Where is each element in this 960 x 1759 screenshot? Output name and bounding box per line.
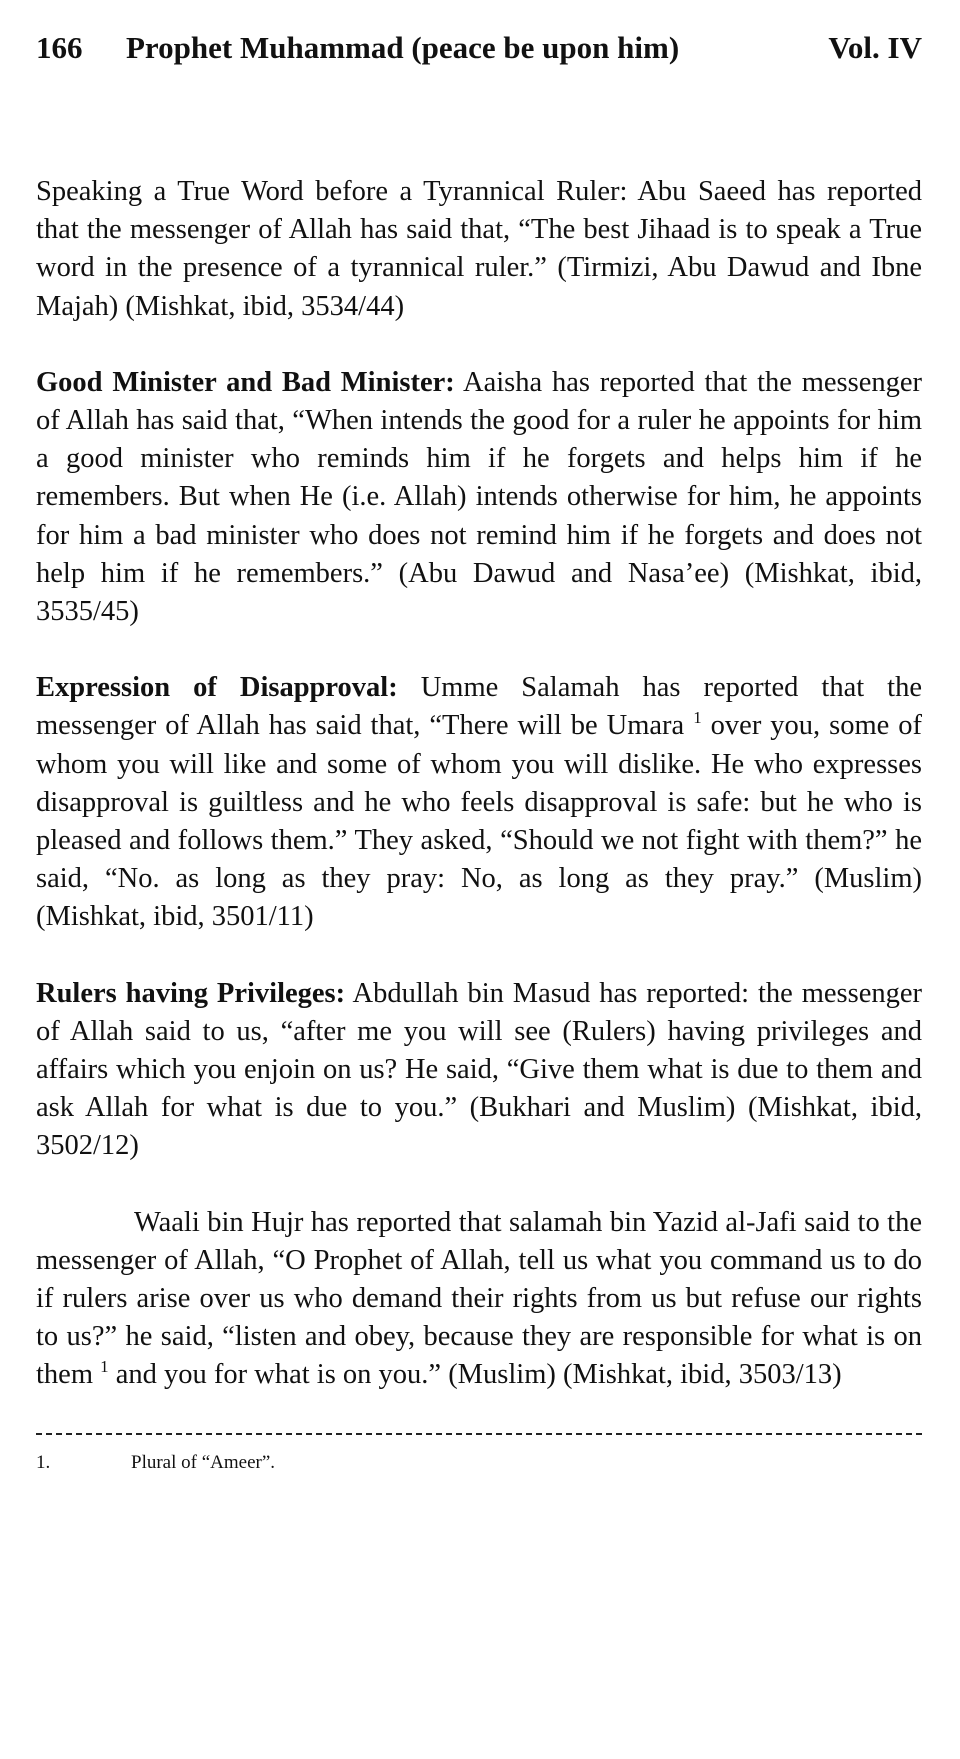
footnote-number: 1. xyxy=(36,1451,51,1473)
footnote-divider xyxy=(36,1433,922,1435)
book-title: Prophet Muhammad (peace be upon him) xyxy=(126,30,680,65)
paragraph-heading: Rulers having Privileges: xyxy=(36,977,346,1009)
paragraph-true-word xyxy=(36,173,922,326)
paragraph-text-continued: over you, some of whom you will like and some of whom you will dislike. He who expresses disapproval is guiltless and he who feels disapproval is safe: but he who is pleased and follows them.” They asked, “Should we not fight with them?” he said, “No. as long as they pray: No, as long as they pray.” (Muslim) (Mishkat, ibid, 3501/11) xyxy=(36,710,923,933)
paragraph-good-minister xyxy=(36,364,922,631)
footnote-reference: 1 xyxy=(100,1357,109,1377)
paragraph-text: Waali bin Hujr has reported that salamah bin Yazid al-Jafi said to the messenger of Allah, “O Prophet of Allah, tell us what you command us to do if rulers arise over us who demand their rights from us but refuse our rights to us?” he said, “listen and obey, because they are responsible for what is on them xyxy=(36,1206,922,1391)
paragraph-waali xyxy=(36,1204,922,1395)
paragraph-text: Umme Salamah has reported that the messenger of Allah has said that, “There will be Umara xyxy=(36,672,922,742)
paragraph-heading: Expression of Disapproval: xyxy=(36,672,398,704)
footnote-reference: 1 xyxy=(693,708,702,728)
paragraph-text: Speaking a True Word before a Tyrannical Ruler: Abu Saeed has reported that the messenger of Allah has said that, “The best Jihaad is to speak a True word in the presence of a tyrannical ruler.” (Tirmizi, Abu Dawud and Ibne Majah) (Mishkat, ibid, 3534/44) xyxy=(36,176,922,322)
main-text xyxy=(36,173,922,1395)
paragraph-text-continued: and you for what is on you.” (Muslim) (Mishkat, ibid, 3503/13) xyxy=(108,1359,842,1391)
page-number: 166 xyxy=(36,30,83,65)
paragraph-text: Aaisha has reported that the messenger of Allah has said that, “When intends the good for a ruler he appoints for him a good minister who reminds him if he forgets and helps him if he remembers. But when He (i.e. Allah) intends otherwise for him, he appoints for him a bad minister who does not remind him if he forgets and does not help him if he remembers.” (Abu Dawud and Nasa’ee) (Mishkat, ibid, 3535/45) xyxy=(36,366,922,628)
footnote xyxy=(36,1451,922,1475)
volume-label: Vol. IV xyxy=(828,30,922,65)
page-header xyxy=(36,28,922,68)
footnote-text: Plural of “Ameer”. xyxy=(131,1451,276,1473)
paragraph-disapproval xyxy=(36,669,922,936)
paragraph-heading: Good Minister and Bad Minister: xyxy=(36,366,455,398)
paragraph-privileges xyxy=(36,975,922,1166)
book-page xyxy=(36,28,922,1475)
paragraph-text: Abdullah bin Masud has reported: the messenger of Allah said to us, “after me you will see (Rulers) having privileges and affairs which you enjoin on us? He said, “Give them what is due to them and ask Allah for what is due to you.” (Bukhari and Muslim) (Mishkat, ibid, 3502/12) xyxy=(36,977,922,1162)
